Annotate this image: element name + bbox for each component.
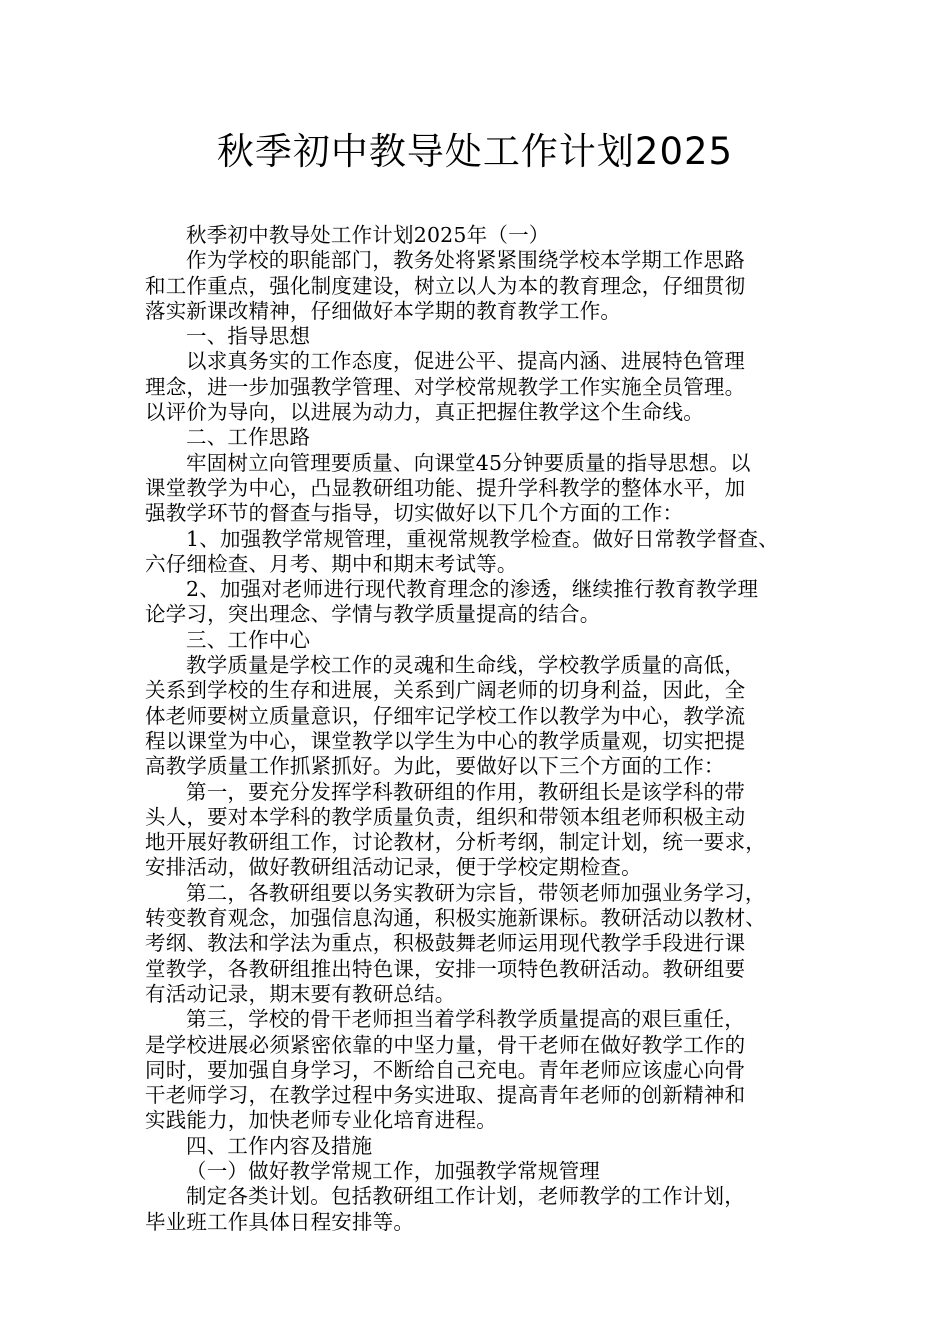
paragraph-work-approach: 牢固树立向管理要质量、向课堂45分钟要质量的指导思想。以 课堂教学为中心，凸显教研组功能、提升学科教学的整体水平，加 强教学环节的督查与指导，切实做好以下几个方面的工作： <box>145 450 751 526</box>
paragraph-work-center: 教学质量是学校工作的灵魂和生命线，学校教学质量的高低， 关系到学校的生存和进展，关系到广阔老师的切身利益，因此，全 体老师要树立质量意识，仔细牢记学校工作以教学为中心，教学流 程以课堂为中心，课堂教学以学生为中心的教学质量观，切实把提 高教学质量工作抓紧抓好。为此，要做好以下三个方面的工作： <box>145 653 746 779</box>
subheading-routine-work: （一）做好教学常规工作，加强教学常规管理 <box>186 1158 600 1183</box>
paragraph-guiding-ideology: 以求真务实的工作态度，促进公平、提高内涵、进展特色管理 理念，进一步加强教学管理、对学校常规教学工作实施全员管理。 以评价为导向，以进展为动力，真正把握住教学这个生命线。 <box>145 349 746 425</box>
heading-guiding-ideology: 一、指导思想 <box>186 324 311 349</box>
document-title: 秋季初中教导处工作计划2025 <box>216 130 734 173</box>
heading-work-content: 四、工作内容及措施 <box>186 1133 373 1158</box>
document-body <box>145 223 813 1235</box>
paragraph-item-2: 2、加强对老师进行现代教育理念的渗透，继续推行教育教学理 论学习，突出理念、学情与教学质量提高的结合。 <box>145 577 759 627</box>
heading-work-approach: 二、工作思路 <box>186 425 311 450</box>
paragraph-plans: 制定各类计划。包括教研组工作计划，老师教学的工作计划， 毕业班工作具体日程安排等。 <box>145 1184 745 1234</box>
paragraph-second: 第二，各教研组要以务实教研为宗旨，带领老师加强业务学习， 转变教育观念，加强信息沟通，积极实施新课标。教研活动以教材、 考纲、教法和学法为重点，积极鼓舞老师运用现代教学手段进行课 堂教学，各教研组推出特色课，安排一项特色教研活动。教研组要 有活动记录，期末要有教研总结。 <box>145 880 766 1006</box>
paragraph-third: 第三，学校的骨干老师担当着学科教学质量提高的艰巨重任， 是学校进展必须紧密依靠的中坚力量，骨干老师在做好教学工作的 同时，要加强自身学习，不断给自己充电。青年老师应该虚心向骨 干老师学习，在教学过程中务实进取、提高青年老师的创新精神和 实践能力，加快老师专业化培育进程。 <box>145 1007 746 1133</box>
heading-work-center: 三、工作中心 <box>186 627 311 652</box>
paragraph-first: 第一，要充分发挥学科教研组的作用，教研组长是该学科的带 头人，要对本学科的教学质量负责，组织和带领本组老师积极主动 地开展好教研组工作，讨论教材，分析考纲，制定计划，统一要求， 安排活动，做好教研组活动记录，便于学校定期检查。 <box>145 779 766 880</box>
paragraph-item-1: 1、加强教学常规管理，重视常规教学检查。做好日常教学督查、 六仔细检查、月考、期中和期末考试等。 <box>145 526 779 576</box>
paragraph-subtitle: 秋季初中教导处工作计划2025年（一） <box>186 223 550 247</box>
paragraph-intro: 作为学校的职能部门，教务处将紧紧围绕学校本学期工作思路 和工作重点，强化制度建设，树立以人为本的教育理念，仔细贯彻 落实新课改精神，仔细做好本学期的教育教学工作。 <box>145 248 746 323</box>
